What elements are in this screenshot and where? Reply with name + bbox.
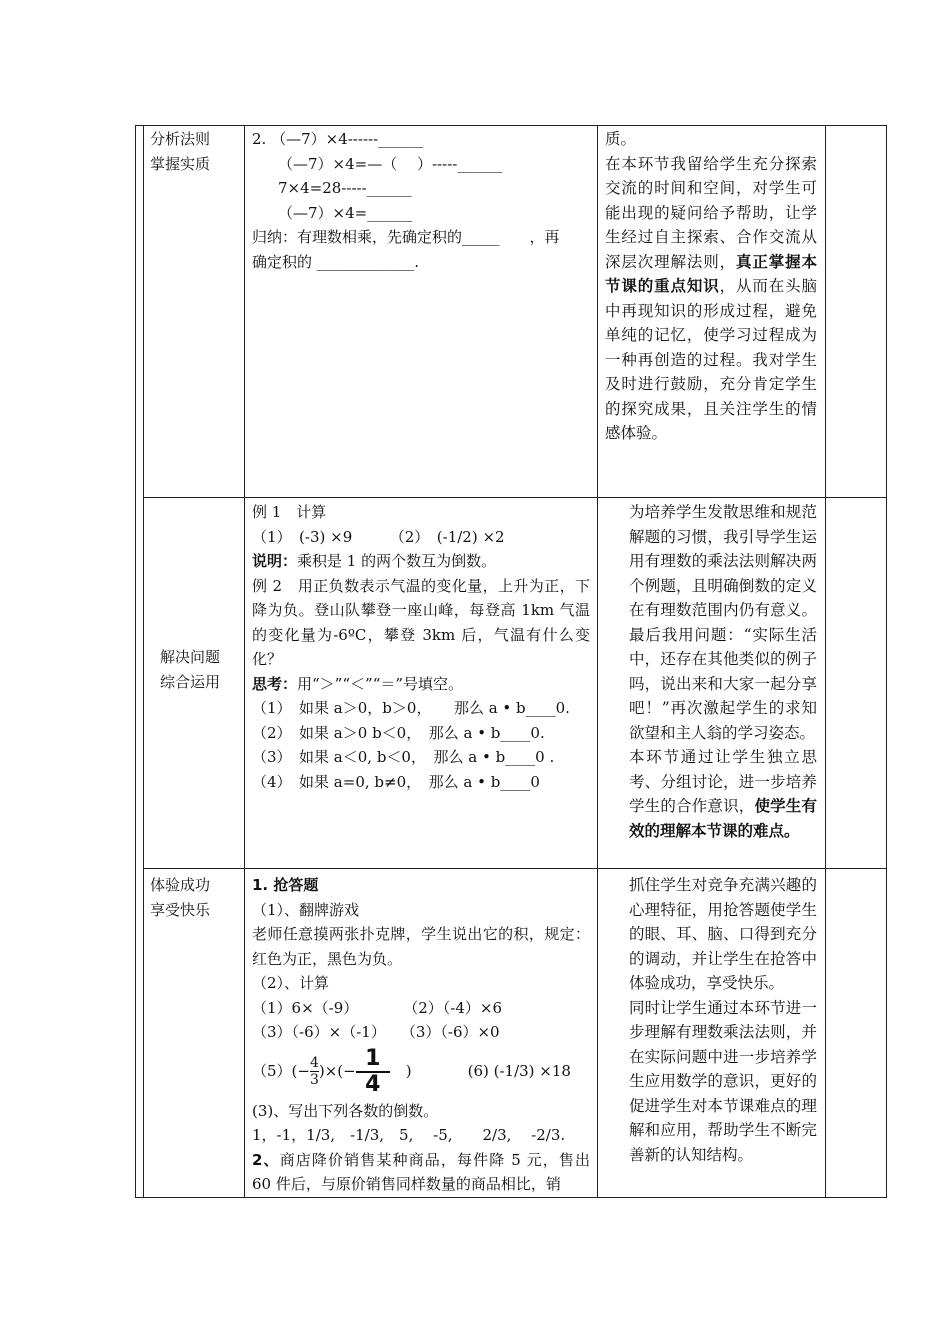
fraction-numerator: 4	[309, 1055, 319, 1071]
fraction-numerator: 1	[365, 1045, 381, 1071]
notes-line: 质。	[605, 130, 637, 148]
example-2-text: 例 2 用正负数表示气温的变化量，上升为正，下降为负。登山队攀登一座山峰，每登高 1km 气温的变化量为-6ºC，攀登 3km 后，气温有什么变化？	[252, 576, 590, 668]
content-line: 2. （—7）×4------______	[252, 130, 424, 148]
table-top-border	[135, 125, 887, 126]
notes-emphasis: 真正掌握本节课的重点知识	[605, 251, 817, 295]
content-cell	[252, 127, 590, 274]
content-line: （—7）×4=______	[278, 203, 413, 222]
question-2	[252, 1148, 590, 1197]
stage-line-2: 享受快乐	[150, 900, 211, 919]
example-title: 例 1 计算	[252, 503, 327, 521]
reciprocal-list: 1，-1，1/3, -1/3, 5, -5, 2/3, -2/3.	[252, 1126, 566, 1144]
question-text: 商店降价销售某种商品，每件降 5 元，售出 60 件后，与原价销售同样数量的商品相比，销	[252, 1150, 591, 1193]
calc-suffix: )	[405, 1062, 412, 1081]
subsection-label: （2）、计算	[252, 974, 330, 992]
notes-paragraph: 抓住学生对竞争充满兴趣的心理特征，用抢答题使学生的眼、耳、脑、口得到充分的调动，并让学生在抢答中体验成功，享受快乐。	[629, 876, 817, 992]
fill-item: （2） 如果 a＞0 b＜0， 那么 a • b____0.	[252, 723, 545, 742]
notes-text: ，从而在头脑中再现知识的形成过程，避免单纯的记忆，使学习过程成为一种再创造的过程。我对学生及时进行鼓励，充分肯定学生的探究成果，且关注学生的情感体验。	[605, 277, 817, 442]
notes-text: 本环节通过让学生独立思考、分组讨论，进一步培养学生的合作意识，	[629, 748, 817, 815]
notes-text: 在本环节我留给学生充分探索交流的时间和空间，对学生可能出现的疑问给予帮助，让学生经过自主探索、合作交流从深层次理解法则，	[605, 154, 817, 271]
content-line: 7×4=28-----______	[278, 179, 412, 197]
notes-paragraph: 为培养学生发散思维和规范解题的习惯，我引导学生运用有理数的乘法法则解决两个例题，且明确倒数的定义在有理数范围内仍有意义。最后我用问题：“实际生活中，还存在其他类似的例子吗，说出来和大家一起分享吧！”再次激起学生的求知欲望和主人翁的学习姿态。	[629, 503, 817, 742]
column-divider-2	[244, 125, 245, 1197]
design-notes-cell	[605, 500, 817, 843]
calc-prefix: （5）(−	[252, 1062, 310, 1081]
fraction	[310, 1056, 319, 1087]
row-divider-2	[143, 868, 887, 869]
stage-label	[160, 645, 242, 694]
content-line: 归纳：有理数相乘，先确定积的_____ ，再	[252, 228, 560, 246]
note-text: 乘积是 1 的两个数互为倒数。	[297, 552, 497, 570]
example-items: （1） (-3) ×9 （2） (-1/2) ×2	[252, 527, 505, 546]
stage-line-2: 综合运用	[160, 672, 221, 691]
content-cell	[252, 873, 590, 1197]
fill-item: （3） 如果 a＜0, b＜0， 那么 a • b____0 .	[252, 748, 555, 766]
content-line: 确定积的 _____________.	[252, 252, 420, 271]
think-line	[252, 672, 590, 697]
column-divider-1	[143, 125, 144, 1197]
table-left-border	[135, 125, 136, 1197]
think-label: 思考：	[252, 674, 298, 693]
content-line: （—7）×4=—（ ）-----______	[278, 154, 503, 173]
column-divider-3	[597, 125, 598, 1197]
calc-line-6: (6) (-1/3) ×18	[467, 1062, 571, 1081]
fill-item: （1） 如果 a＞0，b＞0， 那么 a • b____0.	[252, 699, 570, 717]
game-text: 老师任意摸两张扑克牌，学生说出它的积，规定：红色为正，黑色为负。	[252, 925, 590, 968]
fraction	[356, 1045, 390, 1097]
column-divider-4	[825, 125, 826, 1197]
calc-line: （3）（-6）×（-1） （3）（-6）×0	[252, 1023, 500, 1041]
design-notes-cell	[605, 873, 817, 1167]
stage-line-1: 体验成功	[150, 876, 211, 894]
fraction-denominator: 4	[365, 1071, 381, 1097]
section-title: 1. 抢答题	[252, 876, 319, 894]
notes-paragraph	[605, 152, 817, 446]
fraction-denominator: 3	[309, 1072, 319, 1088]
table-bottom-border	[135, 1197, 887, 1198]
notes-paragraph: 同时让学生通过本环节进一步理解有理数乘法法则，并在实际问题中进一步培养学生应用数学的意识，更好的促进学生对本节课难点的理解和应用，帮助学生不断完善新的认知结构。	[629, 998, 817, 1164]
row-divider-1	[143, 497, 887, 498]
note-line	[252, 549, 590, 574]
stage-line-1: 解决问题	[160, 648, 221, 666]
fill-item: （4） 如果 a=0, b≠0， 那么 a • b____0	[252, 772, 540, 791]
table-right-border	[886, 125, 887, 1197]
note-label: 说明：	[252, 552, 298, 570]
stage-label	[150, 873, 242, 922]
notes-emphasis: 使学生有效的理解本节课的难点。	[629, 796, 817, 840]
subsection-label: (3)、写出下列各数的倒数。	[252, 1101, 439, 1120]
calc-middle: )×(−	[318, 1062, 356, 1081]
calc-line: （1）6×（-9） （2）（-4）×6	[252, 998, 503, 1017]
subsection-label: （1）、翻牌游戏	[252, 900, 360, 919]
stage-label	[150, 127, 242, 176]
notes-paragraph	[605, 745, 817, 843]
stage-line-2: 掌握实质	[150, 154, 211, 173]
think-text: 用“＞”“＜”“＝”号填空。	[297, 674, 464, 693]
content-cell	[252, 500, 590, 794]
design-notes-cell	[605, 127, 817, 446]
question-number: 2、	[252, 1150, 280, 1169]
stage-line-1: 分析法则	[150, 130, 211, 148]
fraction-calc-line	[252, 1045, 590, 1099]
